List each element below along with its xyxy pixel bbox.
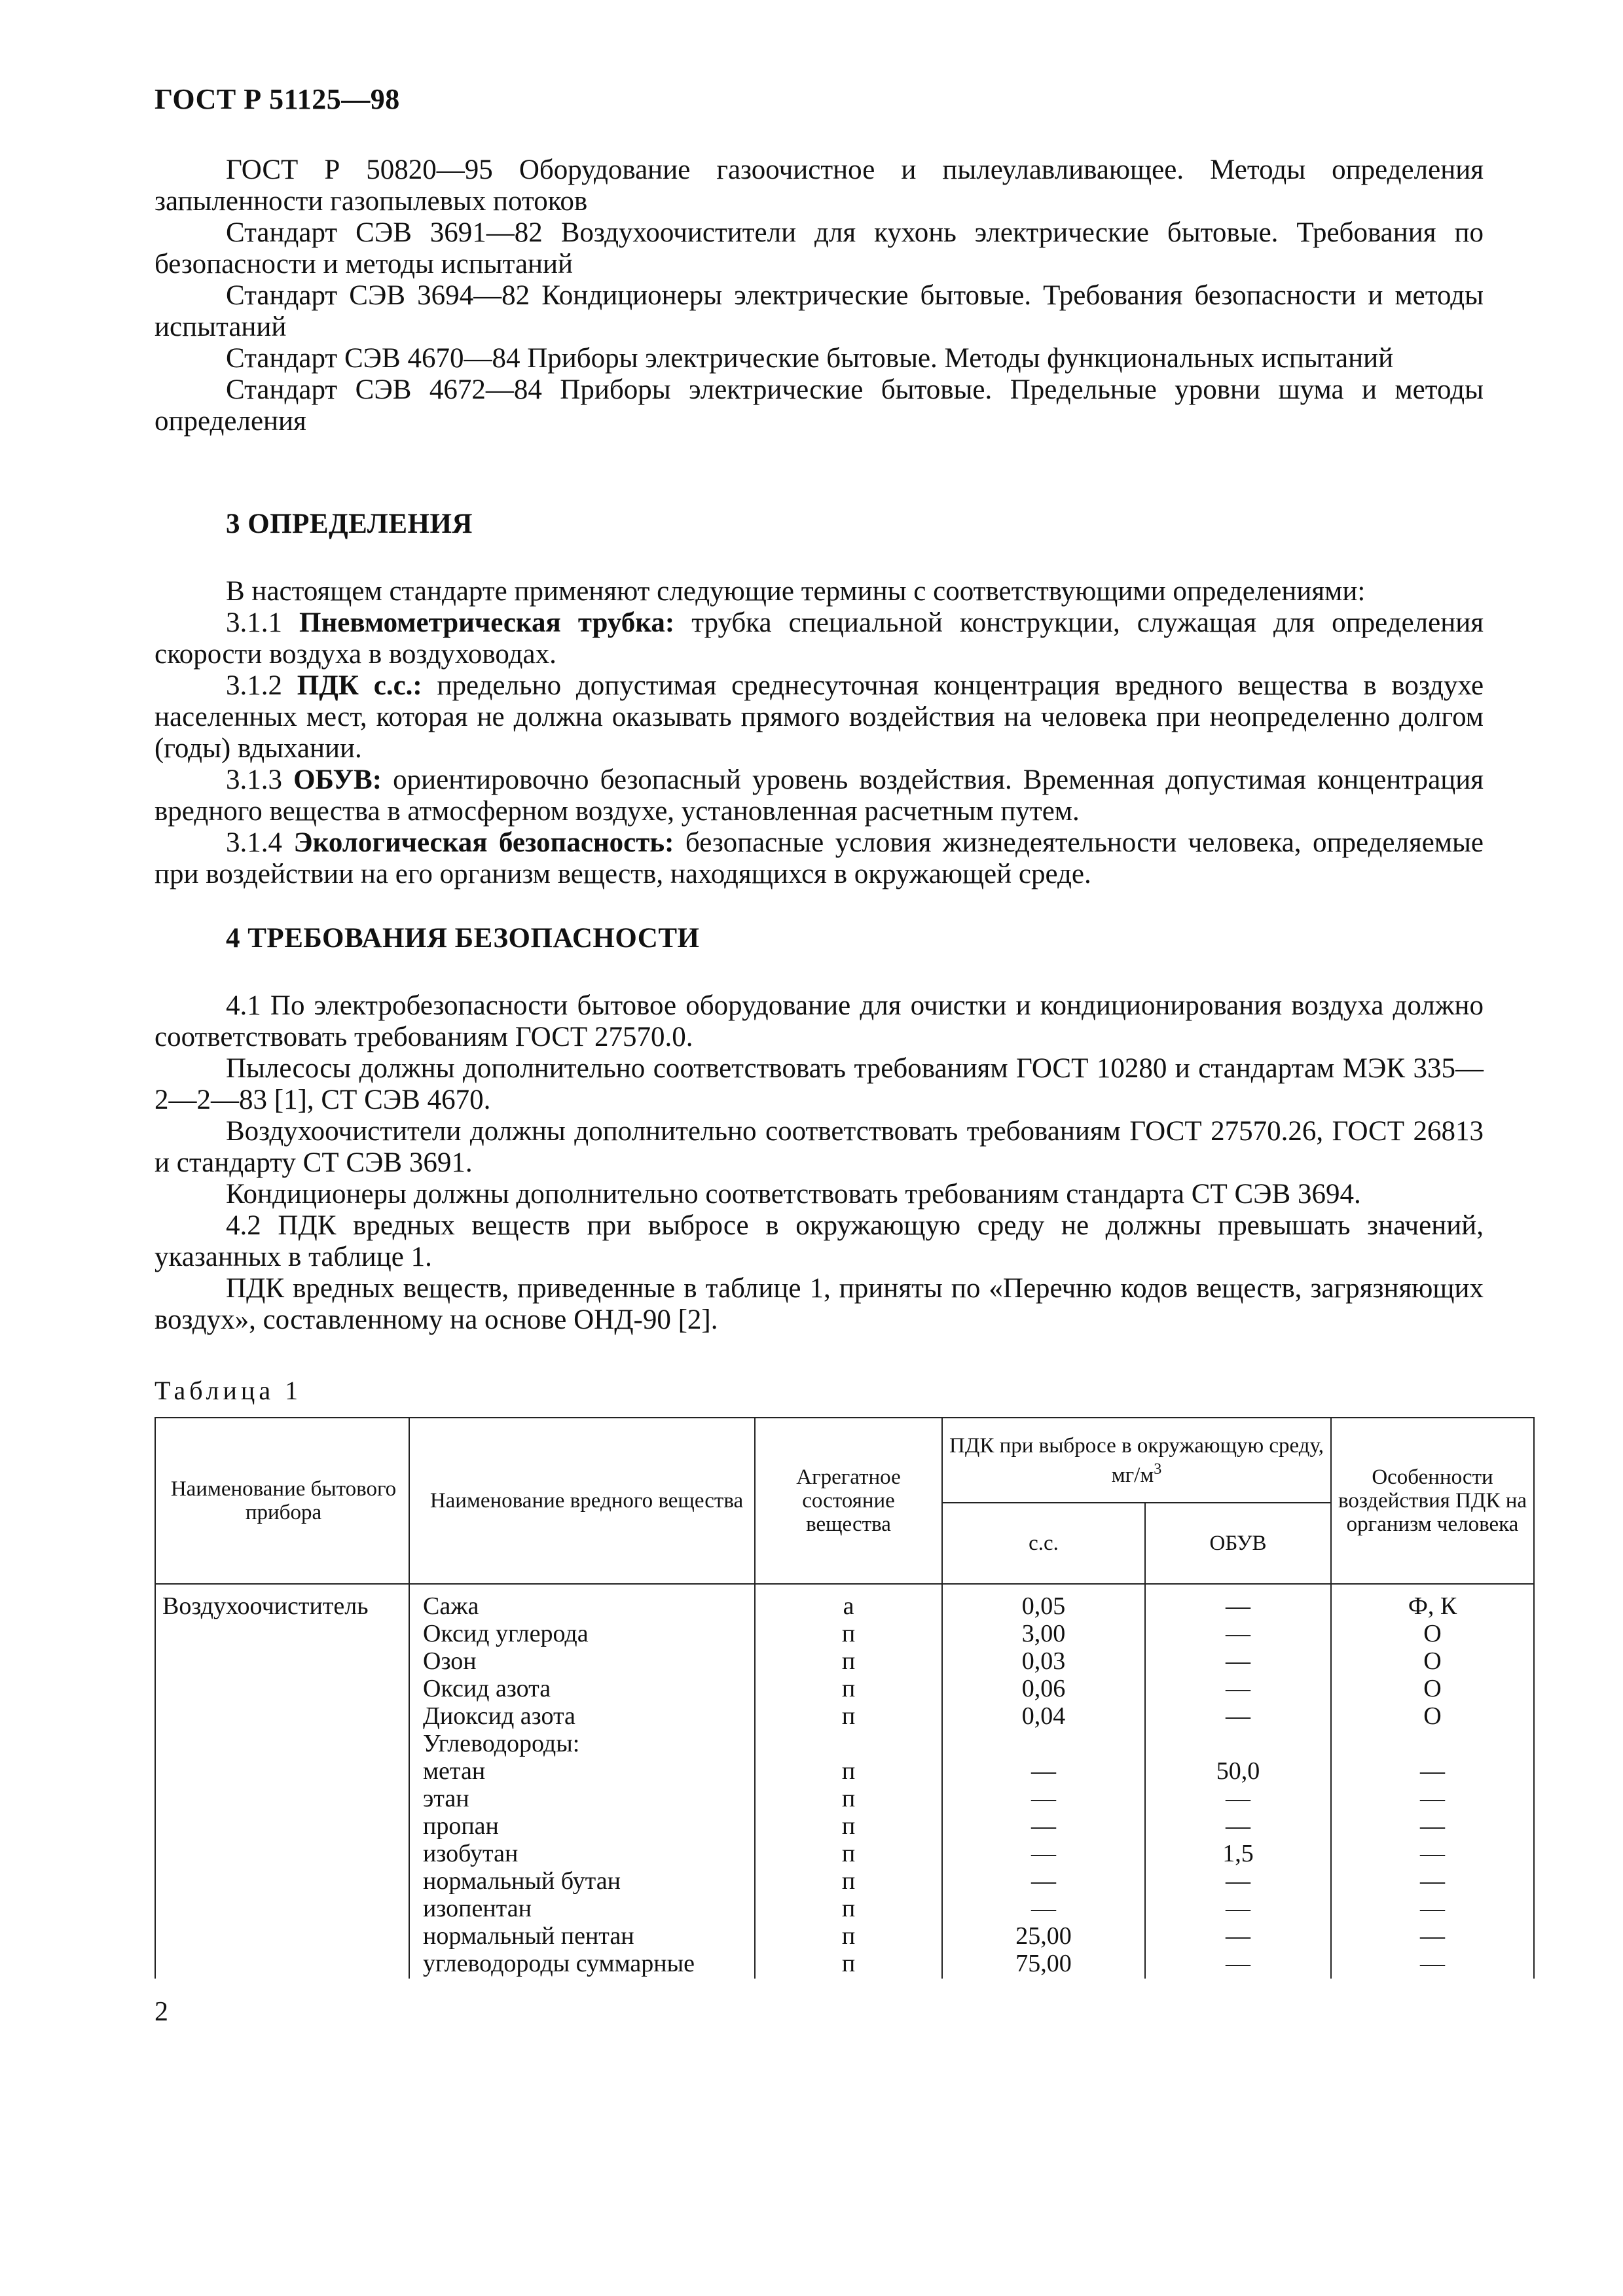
substance-cell: метан	[423, 1757, 486, 1785]
substance-cell: изобутан	[423, 1840, 519, 1867]
obuv-cell: 50,0	[1216, 1757, 1260, 1785]
section-3-body	[155, 576, 1484, 890]
header-device: Наименование бытового прибора	[155, 1418, 409, 1584]
effect-column	[1331, 1584, 1534, 1979]
header-substance: Наименование вредного вещества	[409, 1418, 755, 1584]
requirement-para: Кондиционеры должны дополнительно соответствовать требованиям стандарта СТ СЭВ 3694.	[226, 1179, 1361, 1210]
state-cell: а	[843, 1592, 854, 1620]
state-cell: п	[841, 1647, 856, 1675]
substance-cell: пропан	[423, 1812, 499, 1840]
document-header: ГОСТ Р 51125—98	[155, 83, 400, 115]
obuv-cell: —	[1226, 1592, 1250, 1620]
state-cell: п	[841, 1895, 856, 1922]
header-effect: Особенности воздействия ПДК на организм человека	[1331, 1418, 1534, 1584]
references-list	[155, 154, 1484, 437]
device-cell: Воздухоочиститель	[155, 1584, 409, 1979]
obuv-column	[1145, 1584, 1331, 1979]
effect-cell: —	[1420, 1840, 1445, 1867]
header-ss: с.с.	[942, 1503, 1145, 1584]
ss-cell: —	[1031, 1867, 1056, 1895]
state-cell: п	[841, 1675, 856, 1702]
ss-cell: 25,00	[1015, 1922, 1072, 1950]
ss-cell: —	[1031, 1812, 1056, 1840]
substance-cell: Оксид азота	[423, 1675, 551, 1702]
requirement-para: 4.1 По электробезопасности бытовое оборудование для очистки и кондиционирования воздуха должно соответствовать требованиям ГОСТ 27570.0.	[155, 990, 1484, 1052]
effect-cell	[1332, 1730, 1533, 1757]
pdk-table	[155, 1417, 1535, 1979]
substance-cell: Сажа	[423, 1592, 479, 1620]
effect-cell: О	[1423, 1647, 1442, 1675]
definition-item: 3.1.4 Экологическая безопасность: безопасные условия жизнедеятельности человека, определяемые при воздействии на его организм веществ, находящихся в окружающей среде.	[155, 827, 1484, 889]
obuv-cell: —	[1226, 1702, 1250, 1730]
header-state: Агрегатное состояние вещества	[755, 1418, 942, 1584]
substance-column	[409, 1584, 755, 1979]
reference-item: Стандарт СЭВ 4670—84 Приборы электрические бытовые. Методы функциональных испытаний	[226, 343, 1394, 374]
obuv-cell: —	[1226, 1950, 1250, 1977]
effect-cell: —	[1420, 1950, 1445, 1977]
effect-cell: О	[1423, 1620, 1442, 1647]
substance-cell: изопентан	[423, 1895, 532, 1922]
reference-item: Стандарт СЭВ 4672—84 Приборы электрические бытовые. Предельные уровни шума и методы определения	[155, 374, 1484, 437]
obuv-cell: —	[1226, 1675, 1250, 1702]
ss-cell	[943, 1730, 1144, 1757]
effect-cell: —	[1420, 1812, 1445, 1840]
state-column	[755, 1584, 942, 1979]
section-3-intro: В настоящем стандарте применяют следующие термины с соответствующими определениями:	[226, 576, 1366, 607]
substance-cell: Озон	[423, 1647, 477, 1675]
section-4-title: 4 ТРЕБОВАНИЯ БЕЗОПАСНОСТИ	[226, 923, 700, 954]
state-cell: п	[841, 1702, 856, 1730]
substance-cell: нормальный бутан	[423, 1867, 621, 1895]
definition-item: 3.1.2 ПДК с.с.: предельно допустимая среднесуточная концентрация вредного вещества в воздухе населенных мест, которая не должна оказывать прямого воздействия на человека при неопределенно долгом (годы) вдыхании.	[155, 670, 1484, 764]
obuv-cell	[1146, 1730, 1330, 1757]
obuv-cell: —	[1226, 1922, 1250, 1950]
effect-cell: —	[1420, 1785, 1445, 1812]
obuv-cell: —	[1226, 1895, 1250, 1922]
obuv-cell: —	[1226, 1647, 1250, 1675]
obuv-cell: —	[1226, 1812, 1250, 1840]
state-cell: п	[841, 1757, 856, 1785]
obuv-cell: —	[1226, 1620, 1250, 1647]
ss-cell: —	[1031, 1895, 1056, 1922]
definition-item: 3.1.3 ОБУВ: ориентировочно безопасный уровень воздействия. Временная допустимая концентрация вредного вещества в атмосферном воздухе, установленная расчетным путем.	[155, 764, 1484, 827]
effect-cell: —	[1420, 1867, 1445, 1895]
reference-item: Стандарт СЭВ 3694—82 Кондиционеры электрические бытовые. Требования безопасности и методы испытаний	[155, 280, 1484, 342]
ss-cell: 0,03	[1021, 1647, 1066, 1675]
substance-cell: нормальный пентан	[423, 1922, 634, 1950]
state-cell: п	[841, 1620, 856, 1647]
ss-cell: —	[1031, 1785, 1056, 1812]
state-cell: п	[841, 1950, 856, 1977]
state-cell: п	[841, 1812, 856, 1840]
state-cell: п	[841, 1867, 856, 1895]
substance-cell: этан	[423, 1785, 469, 1812]
ss-cell: 0,06	[1021, 1675, 1066, 1702]
ss-cell: 0,04	[1021, 1702, 1066, 1730]
effect-cell: —	[1420, 1895, 1445, 1922]
ss-cell: —	[1031, 1840, 1056, 1867]
substance-cell: Оксид углерода	[423, 1620, 589, 1647]
ss-cell: —	[1031, 1757, 1056, 1785]
obuv-cell: 1,5	[1222, 1840, 1254, 1867]
definition-term: Экологическая безопасность:	[293, 827, 674, 858]
header-pdk-group: ПДК при выбросе в окружающую среду, $мг/м^3$	[942, 1418, 1331, 1503]
ss-cell: 3,00	[1021, 1620, 1066, 1647]
substance-cell: Углеводороды:	[423, 1730, 580, 1757]
section-3-title: 3 ОПРЕДЕЛЕНИЯ	[226, 509, 473, 539]
state-cell: п	[841, 1785, 856, 1812]
effect-cell: —	[1420, 1922, 1445, 1950]
table-caption: Таблица 1	[155, 1376, 302, 1405]
requirement-para: ПДК вредных веществ, приведенные в таблице 1, приняты по «Перечню кодов веществ, загрязняющих воздух», составленному на основе ОНД-90 [2].	[155, 1273, 1484, 1335]
obuv-cell: —	[1226, 1785, 1250, 1812]
substance-cell: Диоксид азота	[423, 1702, 575, 1730]
reference-item: ГОСТ Р 50820—95 Оборудование газоочистное и пылеулавливающее. Методы определения запыленности газопылевых потоков	[155, 154, 1484, 217]
ss-cell: 0,05	[1021, 1592, 1066, 1620]
effect-cell: Ф, К	[1408, 1592, 1457, 1620]
requirement-para: 4.2 ПДК вредных веществ при выбросе в окружающую среду не должны превышать значений, указанных в таблице 1.	[155, 1210, 1484, 1272]
page-number: 2	[155, 1997, 168, 2027]
effect-cell: О	[1423, 1702, 1442, 1730]
effect-cell: О	[1423, 1675, 1442, 1702]
effect-cell: —	[1420, 1757, 1445, 1785]
substance-cell: углеводороды суммарные	[423, 1950, 695, 1977]
definition-item: 3.1.1 Пневмометрическая трубка: трубка специальной конструкции, служащая для определения скорости воздуха в воздуховодах.	[155, 607, 1484, 670]
reference-item: Стандарт СЭВ 3691—82 Воздухоочистители для кухонь электрические бытовые. Требования по безопасности и методы испытаний	[155, 217, 1484, 279]
state-cell: п	[841, 1840, 856, 1867]
ss-cell: 75,00	[1015, 1950, 1072, 1977]
requirement-para: Воздухоочистители должны дополнительно соответствовать требованиям ГОСТ 27570.26, ГОСТ 26813 и стандарту СТ СЭВ 3691.	[155, 1116, 1484, 1178]
obuv-cell: —	[1226, 1867, 1250, 1895]
requirement-para: Пылесосы должны дополнительно соответствовать требованиям ГОСТ 10280 и стандартам МЭК 335—2—2—83 [1], СТ СЭВ 4670.	[155, 1053, 1484, 1115]
state-cell: п	[841, 1922, 856, 1950]
definition-term: ПДК с.с.:	[297, 670, 422, 701]
state-cell	[756, 1730, 941, 1757]
section-4-body	[155, 990, 1484, 1336]
ss-column	[942, 1584, 1145, 1979]
definition-term: Пневмометрическая трубка:	[299, 607, 675, 638]
definition-term: ОБУВ:	[293, 764, 382, 795]
header-obuv: ОБУВ	[1145, 1503, 1331, 1584]
